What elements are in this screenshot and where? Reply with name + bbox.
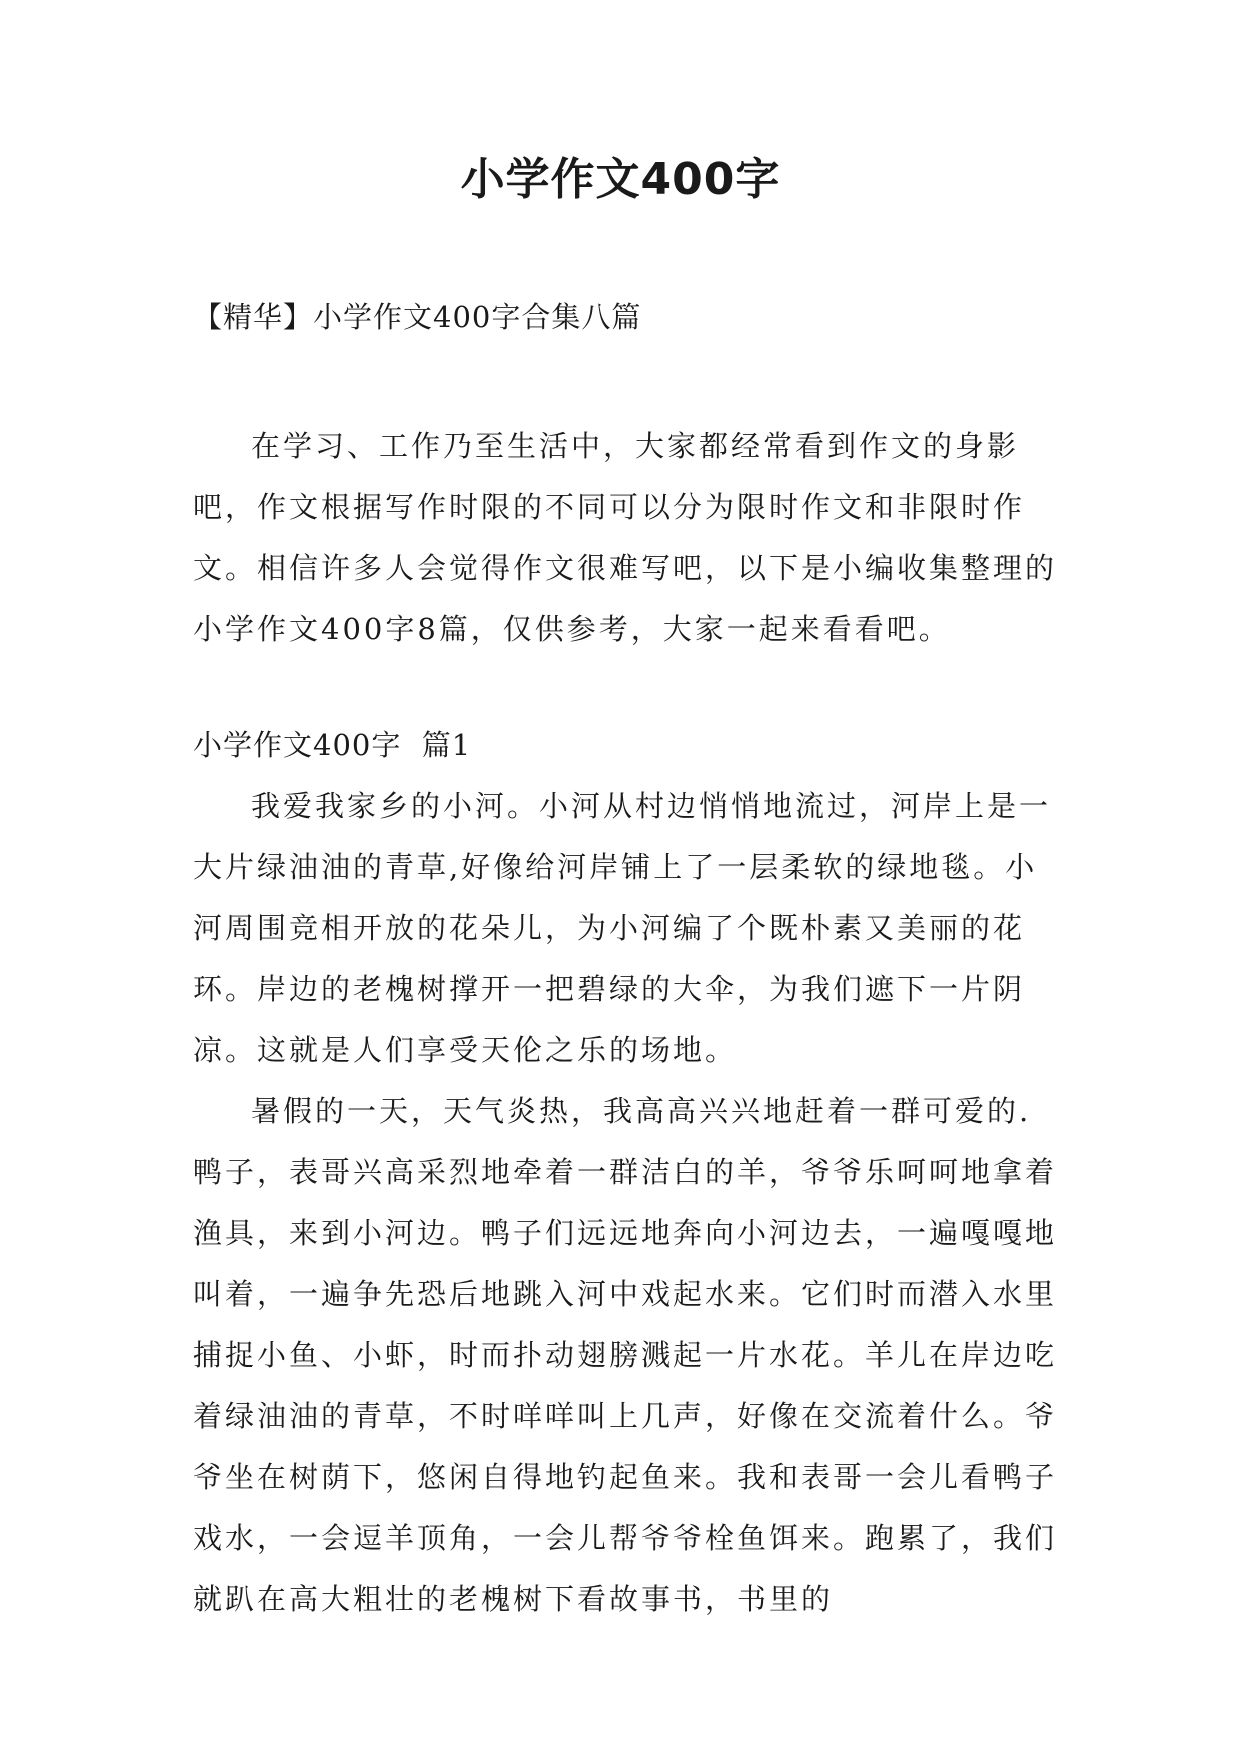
body-paragraph: 我爱我家乡的小河。小河从村边悄悄地流过，河岸上是一大片绿油油的青草,好像给河岸铺上了一层柔软的绿地毯。小河周围竞相开放的花朵儿，为小河编了个既朴素又美丽的花环。岸边的老槐树撑开一把碧绿的大伞，为我们遮下一片阴凉。这就是人们享受天伦之乐的场地。 [193,789,1052,1067]
document-body [193,296,1059,1630]
intro-paragraph: 在学习、工作乃至生活中，大家都经常看到作文的身影吧，作文根据写作时限的不同可以分为限时作文和非限时作文。相信许多人会觉得作文很难写吧，以下是小编收集整理的小学作文400字8篇，仅供参考，大家一起来看看吧。 [193,429,1058,646]
document-subtitle: 【精华】小学作文400字合集八篇 [193,300,642,334]
section-heading: 小学作文400字 篇1 [193,728,472,762]
body-paragraph: 暑假的一天，天气炎热，我高高兴兴地赶着一群可爱的.鸭子，表哥兴高采烈地牵着一群洁白的羊，爷爷乐呵呵地拿着渔具，来到小河边。鸭子们远远地奔向小河边去，一遍嘎嘎地叫着，一遍争先恐后地跳入河中戏起水来。它们时而潜入水里捕捉小鱼、小虾，时而扑动翅膀溅起一片水花。羊儿在岸边吃着绿油油的青草，不时咩咩叫上几声，好像在交流着什么。爷爷坐在树荫下，悠闲自得地钓起鱼来。我和表哥一会儿看鸭子戏水，一会逗羊顶角，一会儿帮爷爷栓鱼饵来。跑累了，我们就趴在高大粗壮的老槐树下看故事书，书里的 [193,1094,1058,1616]
document-title: 小学作文400字 [460,154,781,205]
